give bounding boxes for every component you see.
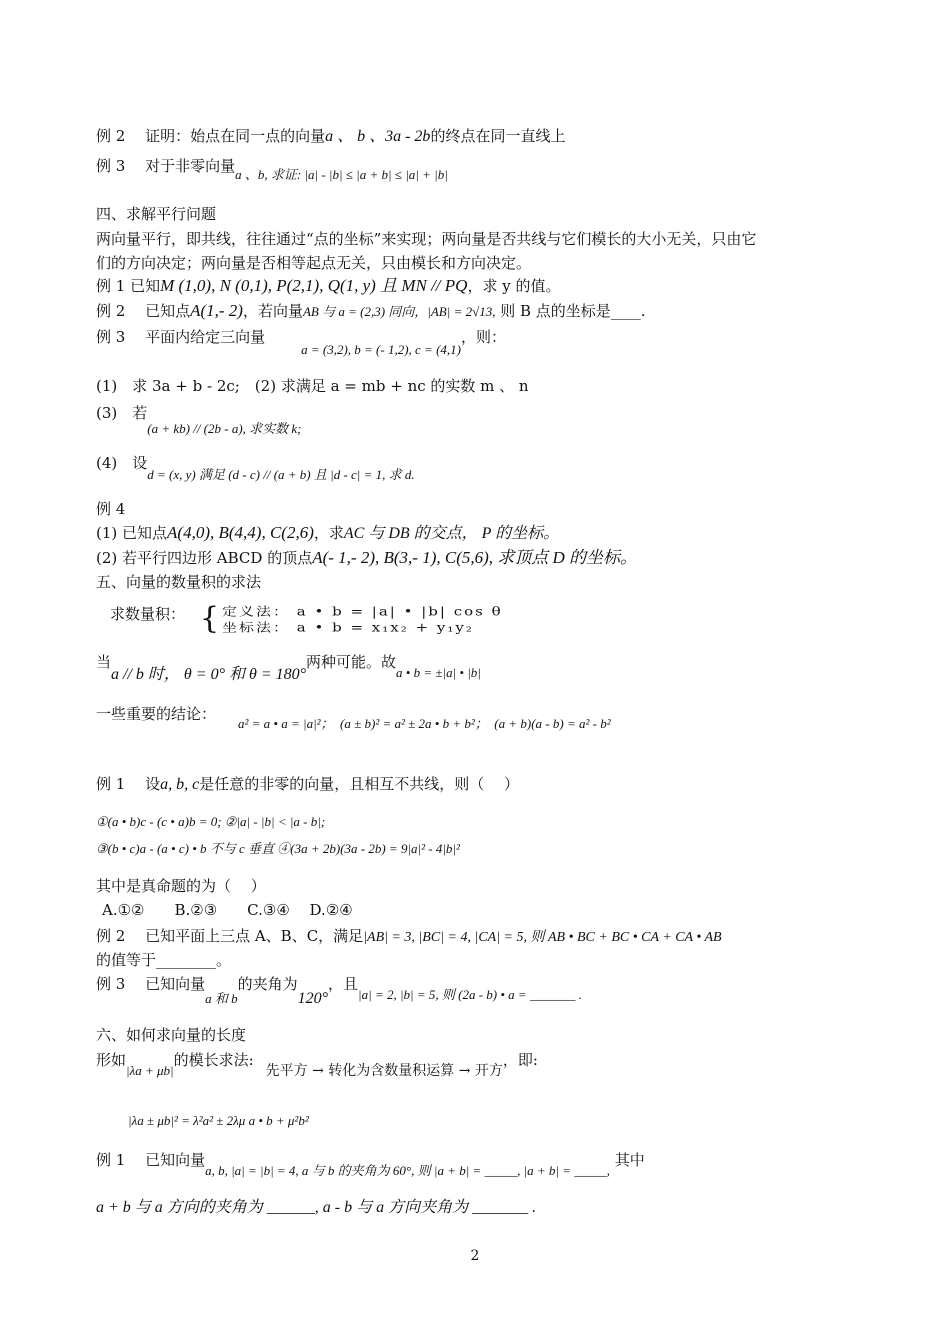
math: a • b = ±|a| • |b| bbox=[396, 665, 481, 680]
important-conclusions bbox=[96, 704, 611, 731]
text: 的模长求法: bbox=[173, 1051, 254, 1069]
exercise-1-question: 其中是真命题的为（ ） bbox=[96, 877, 266, 895]
math: a² = a • a = |a|²； (a ± b)² = a² ± 2a • b + b²； (a + b)(a - b) = a² - b² bbox=[238, 716, 611, 731]
text: 例 2 已知点 bbox=[96, 302, 191, 320]
exercise-2 bbox=[96, 926, 722, 948]
paragraph-line-2: 们的方向决定；两向量是否相等起点无关，只由模长和方向决定。 bbox=[96, 254, 532, 272]
text: (3) 若 bbox=[96, 404, 148, 422]
example-2-prove bbox=[96, 126, 565, 147]
parallel-case bbox=[96, 652, 481, 683]
example-3-inequality bbox=[96, 156, 448, 182]
math: |a| = 2, |b| = 5, 则 (2a - b) • a = _______ . bbox=[358, 987, 582, 1002]
math: a 和 b bbox=[205, 991, 238, 1006]
question-3 bbox=[96, 403, 302, 436]
page-number: 2 bbox=[470, 1248, 480, 1264]
question-4 bbox=[96, 453, 415, 482]
text: 是任意的非零的向量，且相互不共线，则（ ） bbox=[199, 775, 519, 793]
math: A(1,- 2) bbox=[190, 301, 243, 320]
section-4-heading: 四、求解平行问题 bbox=[96, 205, 217, 223]
text: 的夹角为 bbox=[237, 975, 298, 993]
exercise-3 bbox=[96, 974, 582, 1007]
text: 则 B 点的坐标是____. bbox=[495, 302, 646, 320]
text: 的终点在同一直线上 bbox=[430, 127, 566, 145]
math: A(4,0), B(4,4), C(2,6) bbox=[167, 523, 314, 542]
example-4-heading: 例 4 bbox=[96, 500, 126, 518]
exercise-1-options: A.①② B.②③ C.③④ D.②④ bbox=[102, 901, 353, 919]
math: |λa ± μb|² = λ²a² ± 2λμ a • b + μ²b² bbox=[128, 1113, 309, 1128]
dot-product-methods bbox=[200, 601, 680, 636]
exercise-2-answer: 的值等于________。 bbox=[96, 951, 232, 969]
example-4-part-1 bbox=[96, 523, 559, 544]
dot-product-label: 求数量积： bbox=[110, 605, 186, 623]
math: A(- 1,- 2), B(3,- 1), C(5,6), 求顶点 D 的坐标。 bbox=[312, 548, 638, 567]
math: |λa + μb| bbox=[126, 1063, 174, 1078]
math: a + b 与 a 方向的夹角为 ______, a - b 与 a 方向夹角为 _______ . bbox=[96, 1199, 537, 1216]
math: M (1,0), N (0,1), P(2,1), Q(1, y) 且 MN // PQ bbox=[160, 276, 468, 295]
text: ，即: bbox=[502, 1051, 538, 1069]
math: ③(b • c)a - (a • c) • b 不与 c 垂直 ④(3a + 2b)(3a - 2b) = 9|a|² - 4|b|² bbox=[96, 841, 460, 856]
math: 120° bbox=[297, 990, 329, 1007]
text: ，求 bbox=[313, 524, 344, 542]
coordinate-method: 坐标法： a • b = x₁x₂ + y₁y₂ bbox=[222, 620, 474, 635]
text: (2) 若平行四边形 ABCD 的顶点 bbox=[96, 549, 313, 567]
example-4-part-2 bbox=[96, 548, 637, 568]
example-1-parallel bbox=[96, 276, 560, 296]
math: d = (x, y) 满足 (d - c) // (a + b) 且 |d - c| = 1, 求 d. bbox=[147, 467, 415, 482]
text: 例 1 已知 bbox=[96, 277, 161, 295]
math: a = (3,2), b = (- 1,2), c = (4,1) bbox=[301, 342, 461, 357]
example-3-vectors bbox=[96, 327, 507, 357]
paragraph-line-1: 两向量平行，即共线，往往通过“点的坐标”来实现；两向量是否共线与它们模长的大小无关，只由它 bbox=[96, 230, 757, 248]
math: AB 与 a = (2,3) 同向，|AB| = 2√13, bbox=[302, 304, 496, 319]
text: 例 3 对于非零向量 bbox=[96, 157, 236, 175]
text: ，若向量 bbox=[242, 302, 303, 320]
math: ①(a • b)c - (c • a)b = 0; ②|a| - |b| < |a - b|; bbox=[96, 814, 326, 829]
math: a 、b, 求证: |a| - |b| ≤ |a + b| ≤ |a| + |b| bbox=[235, 167, 448, 182]
text: (1) 已知点 bbox=[96, 524, 168, 542]
math: a 、 b 、3a - 2b bbox=[325, 128, 431, 145]
math: |AB| = 3, |BC| = 4, |CA| = 5, 则 AB • BC + BC • CA + CA • AB bbox=[363, 930, 722, 945]
text: 例 3 已知向量 bbox=[96, 975, 206, 993]
math: a // b 时， θ = 0° 和 θ = 180° bbox=[111, 666, 307, 683]
section-5-heading: 五、向量的数量积的求法 bbox=[96, 573, 262, 591]
text: ，且 bbox=[328, 975, 359, 993]
text: 形如 bbox=[96, 1051, 127, 1069]
text: 例 1 已知向量 bbox=[96, 1151, 206, 1169]
text: ，则： bbox=[461, 328, 507, 346]
length-formula bbox=[128, 1110, 309, 1131]
exercise-1-statements-row-1 bbox=[96, 811, 325, 832]
example-2-point bbox=[96, 301, 646, 322]
exercise-1-statements-row-2 bbox=[96, 838, 460, 859]
length-example-1 bbox=[96, 1150, 645, 1178]
question-1-2: (1) 求 3a + b - 2c; (2) 求满足 a = mb + nc 的实数 m 、 n bbox=[96, 377, 529, 395]
left-brace-icon: { bbox=[200, 601, 220, 636]
text: 例 3 平面内给定三向量 bbox=[96, 328, 266, 346]
math: AC 与 DB 的交点， P 的坐标。 bbox=[343, 525, 560, 542]
length-method bbox=[96, 1050, 538, 1079]
text: 例 1 设 bbox=[96, 775, 161, 793]
exercise-1 bbox=[96, 774, 519, 795]
text: 当 bbox=[96, 653, 112, 671]
text: 例 2 证明：始点在同一点的向量 bbox=[96, 127, 326, 145]
math: (a + kb) // (2b - a), 求实数 k; bbox=[147, 421, 302, 436]
text: 两种可能。故 bbox=[306, 653, 397, 671]
procedure: 先平方 → 转化为含数量积运算 → 开方 bbox=[265, 1063, 503, 1079]
text: 例 2 已知平面上三点 A、B、C，满足 bbox=[96, 927, 364, 945]
definition-method: 定义法： a • b = |a| • |b| cos θ bbox=[222, 604, 503, 619]
text: (4) 设 bbox=[96, 454, 148, 472]
text: 一些重要的结论： bbox=[96, 705, 217, 723]
math: a, b, c bbox=[160, 776, 200, 793]
text: 其中 bbox=[610, 1151, 645, 1169]
length-example-1-cont bbox=[96, 1197, 536, 1218]
section-6-heading: 六、如何求向量的长度 bbox=[96, 1026, 247, 1044]
math: a, b, |a| = |b| = 4, a 与 b 的夹角为 60°, 则 |a + b| = _____, |a + b| = _____, bbox=[205, 1163, 611, 1178]
text: ，求 y 的值。 bbox=[467, 277, 561, 295]
